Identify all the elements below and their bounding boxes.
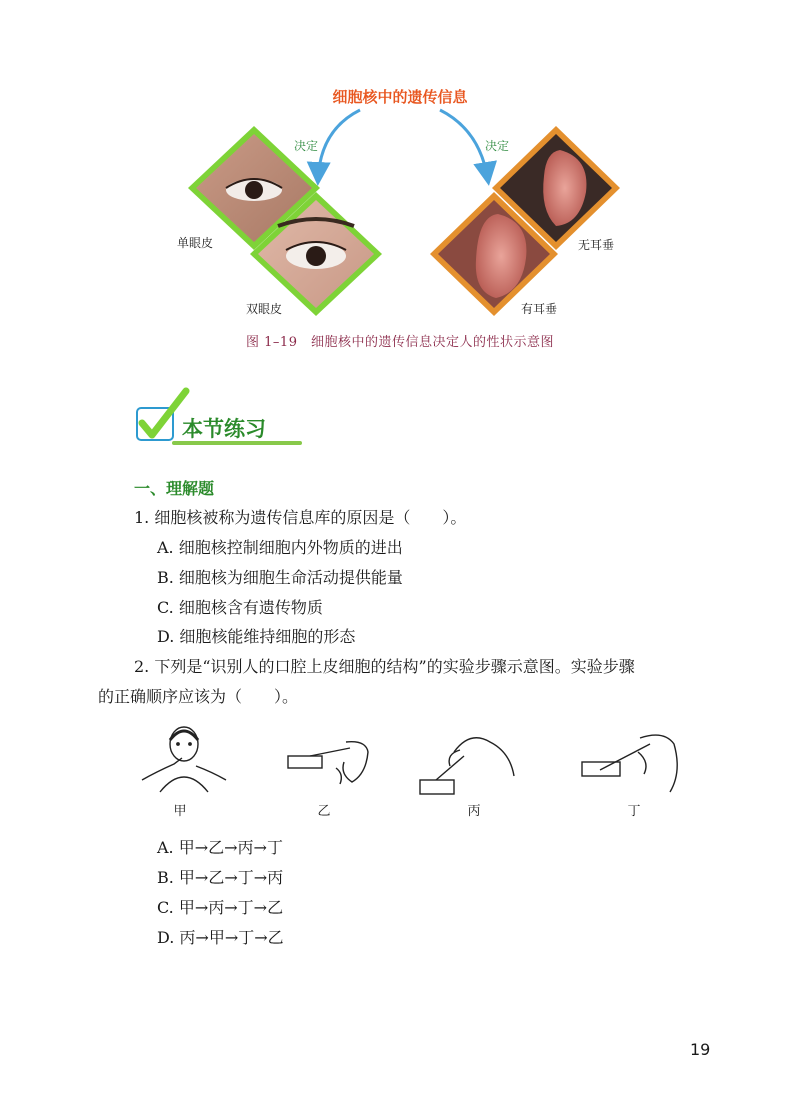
earlobe-label: 有耳垂	[521, 302, 558, 316]
decide-label-left: 决定	[294, 139, 319, 153]
sketch-label-jia: 甲	[173, 804, 187, 819]
q2-stem-line1: 2. 下列是“识别人的口腔上皮细胞的结构”的实验步骤示意图。实验步骤	[134, 657, 635, 676]
sketch-label-ding: 丁	[627, 804, 641, 819]
figure-diagram	[0, 0, 800, 330]
sketch-yi	[288, 742, 368, 784]
q2-option-a: A. 甲→乙→丙→丁	[157, 838, 283, 857]
sketch-label-yi: 乙	[317, 804, 331, 819]
figure-caption: 图 1–19 细胞核中的遗传信息决定人的性状示意图	[246, 335, 554, 350]
q1-stem: 1. 细胞核被称为遗传信息库的原因是（ ）。	[134, 508, 467, 527]
sketch-bing	[420, 738, 514, 794]
left-arrow-icon	[318, 110, 360, 180]
q2-option-b: B. 甲→乙→丁→丙	[157, 868, 284, 887]
section-underline	[172, 441, 302, 445]
section-title: 本节练习	[182, 417, 266, 441]
q2-option-c: C. 甲→丙→丁→乙	[157, 898, 284, 917]
q1-option-b: B. 细胞核为细胞生命活动提供能量	[157, 568, 403, 587]
q1-option-a: A. 细胞核控制细胞内外物质的进出	[157, 538, 403, 557]
sketch-label-bing: 丙	[467, 804, 481, 819]
decide-label-right: 决定	[485, 139, 510, 153]
q1-option-c: C. 细胞核含有遗传物质	[157, 598, 323, 617]
q2-option-d: D. 丙→甲→丁→乙	[157, 928, 284, 947]
right-arrow-icon	[440, 110, 488, 180]
single-eyelid-label: 单眼皮	[177, 236, 214, 250]
part-heading: 一、理解题	[134, 479, 215, 498]
page-number: 19	[690, 1040, 711, 1059]
figure-title: 细胞核中的遗传信息	[332, 88, 468, 106]
experiment-sketches	[130, 722, 690, 802]
sketch-ding	[582, 735, 677, 792]
q1-option-d: D. 细胞核能维持细胞的形态	[157, 627, 356, 646]
sketch-jia	[142, 727, 226, 792]
section-banner	[132, 385, 292, 447]
no-earlobe-label: 无耳垂	[578, 238, 615, 252]
q2-stem-line2: 的正确顺序应该为（ ）。	[98, 687, 299, 706]
double-eyelid-label: 双眼皮	[246, 302, 283, 316]
